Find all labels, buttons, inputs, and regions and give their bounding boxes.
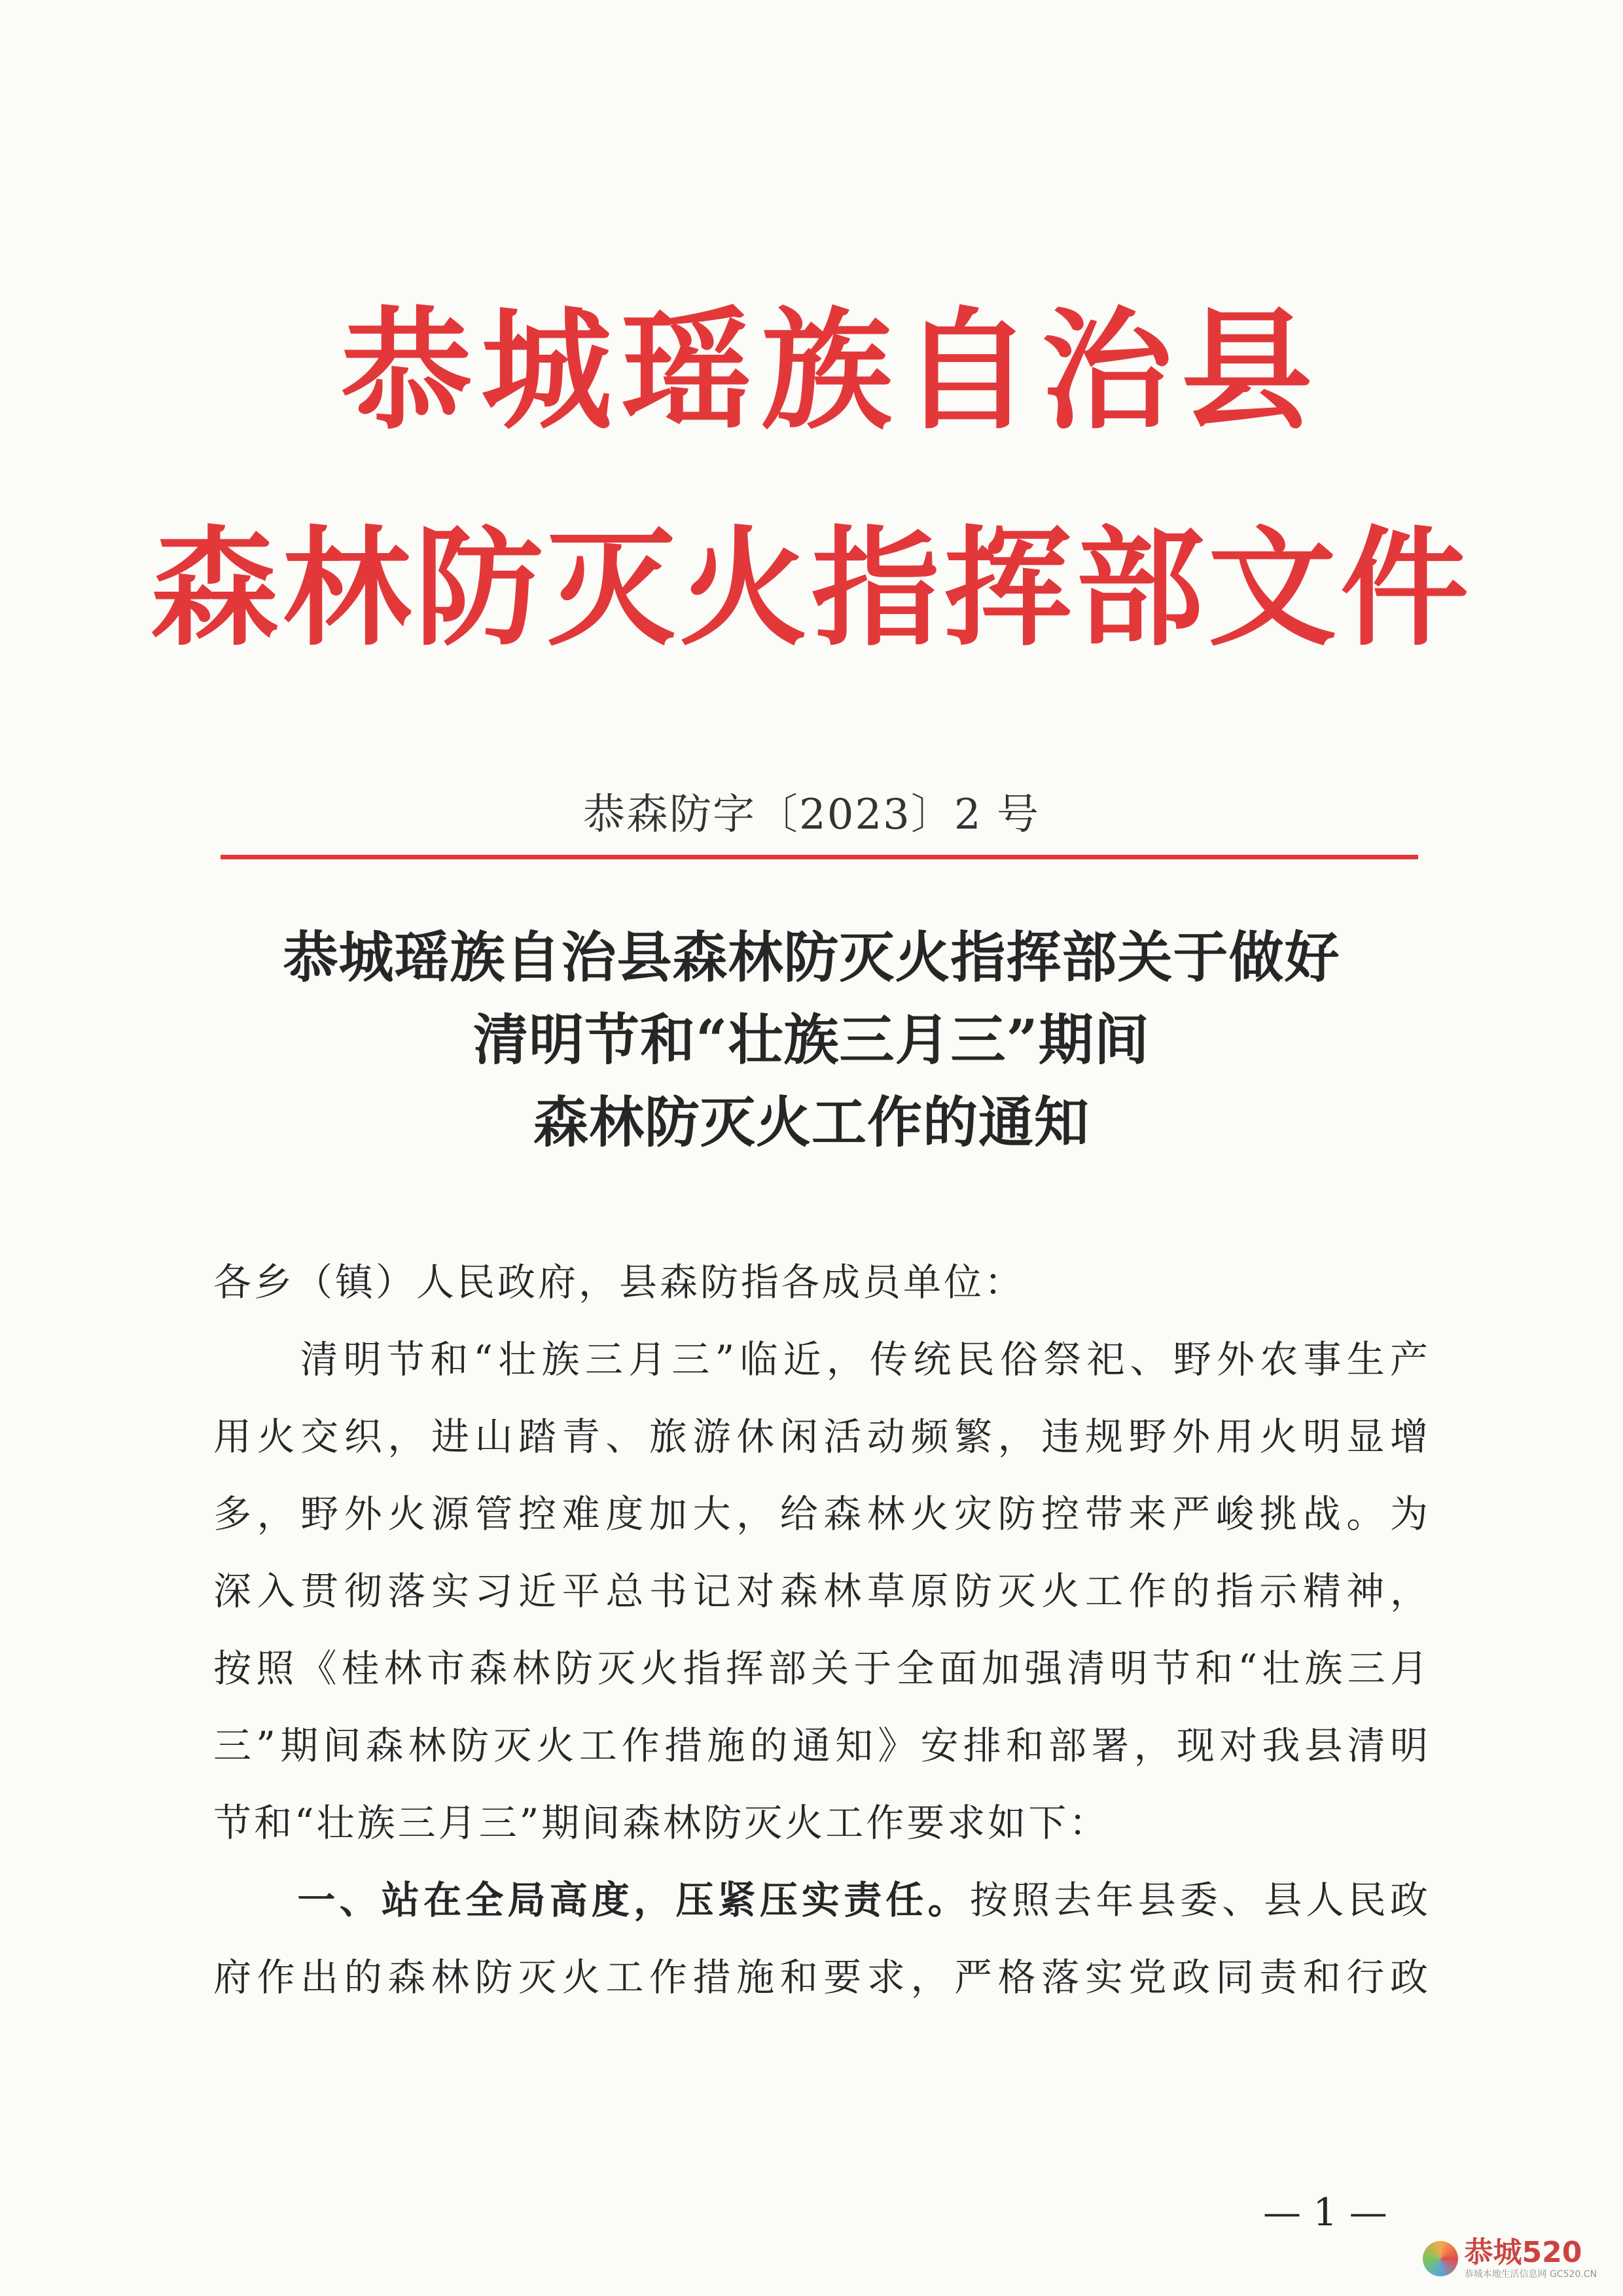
watermark-main-text: 恭城520 [1464, 2236, 1582, 2269]
salutation: 各乡（镇）人民政府，县森防指各成员单位： [213, 1260, 1026, 1304]
document-body [213, 1244, 1431, 2016]
section-1-text: 按照去年县委、县人民政 [969, 1878, 1431, 1922]
masthead-line2: 森林防灭火指挥部文件 [150, 514, 1472, 664]
section-1-heading: 一、站在全局高度，压紧压实责任。 [213, 1878, 970, 1922]
title-line-1: 恭城瑶族自治县森林防灭火指挥部关于做好 [283, 925, 1340, 990]
watermark-text [1465, 2238, 1597, 2279]
site-watermark [1423, 2238, 1597, 2279]
watermark-sub-text: 恭城本地生活信息网 GC520.CN [1464, 2269, 1597, 2280]
watermark-logo-icon [1423, 2241, 1458, 2276]
paragraph-1-line-2: 用火交织，进山踏青、旅游休闲活动频繁，违规野外用火明显增 [213, 1414, 1431, 1459]
paragraph-1-line-7: 节和“壮族三月三”期间森林防灭火工作要求如下： [213, 1801, 1110, 1845]
document-title [0, 916, 1623, 1164]
title-line-3: 森林防灭火工作的通知 [533, 1090, 1090, 1155]
document-number: 恭森防字〔2023〕2 号 [583, 791, 1040, 839]
page-number: — 1 — [1263, 2190, 1387, 2234]
masthead-line1: 恭城瑶族自治县 [340, 295, 1321, 448]
paragraph-1-line-5: 按照《桂林市森林防灭火指挥部关于全面加强清明节和“壮族三月 [213, 1646, 1431, 1691]
paragraph-1-line-1: 清明节和“壮族三月三”临近，传统民俗祭祀、野外农事生产 [213, 1337, 1431, 1382]
red-divider-line [221, 855, 1418, 859]
paragraph-1-line-6: 三”期间森林防灭火工作措施的通知》安排和部署，现对我县清明 [213, 1723, 1431, 1768]
paragraph-1-line-3: 多，野外火源管控难度加大，给森林火灾防控带来严峻挑战。为 [213, 1492, 1431, 1536]
section-1-line-2: 府作出的森林防灭火工作措施和要求，严格落实党政同责和行政 [213, 1955, 1431, 2000]
section-1-line-1 [213, 1861, 1431, 1939]
paragraph-1-line-4: 深入贯彻落实习近平总书记对森林草原防灭火工作的指示精神， [213, 1569, 1431, 1613]
title-line-2: 清明节和“壮族三月三”期间 [473, 1007, 1150, 1072]
